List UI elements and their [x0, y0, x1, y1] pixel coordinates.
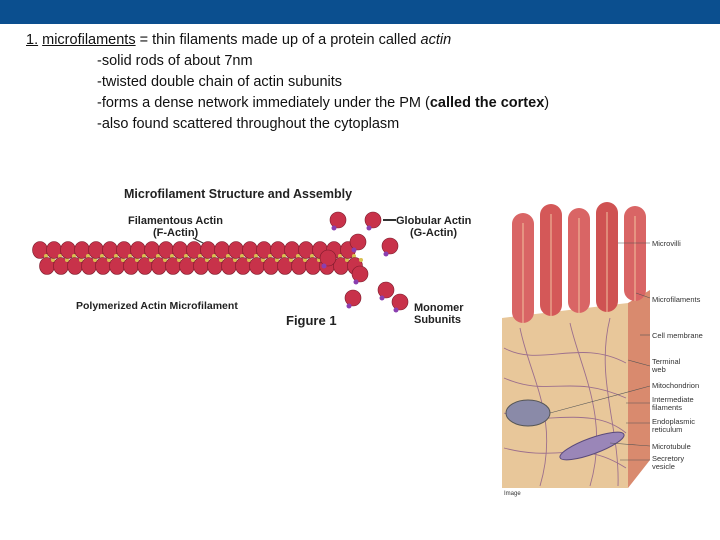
- figure1-caption: Figure 1: [286, 313, 337, 328]
- label-factin-1: Filamentous Actin: [128, 215, 223, 227]
- cell-cytoskeleton-figure: [500, 198, 715, 498]
- g-actin-monomer: [365, 212, 381, 228]
- monomer-tip: [347, 304, 352, 309]
- bullet-3: [26, 93, 549, 114]
- heading-actin: actin: [420, 32, 452, 48]
- g-actin-monomer: [345, 290, 361, 306]
- bullet-4: -also found scattered throughout the cytoplasm: [97, 116, 400, 132]
- monomer-tip: [322, 264, 327, 269]
- bullet-2: -twisted double chain of actin subunits: [97, 74, 343, 90]
- heading-term: microfilaments: [42, 32, 136, 48]
- label-factin-2: (F-Actin): [153, 227, 199, 239]
- monomer-tip: [380, 296, 385, 301]
- label-intermediate-1: Intermediate: [652, 395, 694, 404]
- bullet-3-bold: called the cortex: [429, 95, 545, 111]
- g-actin-monomer: [350, 234, 366, 250]
- g-actin-monomer: [392, 294, 408, 310]
- g-actin-monomer: [378, 282, 394, 298]
- heading-number: 1.: [26, 32, 39, 48]
- monomer-tip: [367, 226, 372, 231]
- actin-monomers: [320, 212, 408, 313]
- slide-text: [26, 30, 549, 135]
- label-microfilaments: Microfilaments: [652, 295, 701, 304]
- monomer-tip: [352, 248, 357, 253]
- label-secretory-2: vesicle: [652, 462, 675, 471]
- g-actin-monomer: [330, 212, 346, 228]
- label-gactin-1: Globular Actin: [396, 215, 472, 227]
- g-actin-monomer: [352, 266, 368, 282]
- label-er-1: Endoplasmic: [652, 417, 695, 426]
- label-microtubule: Microtubule: [652, 442, 691, 451]
- g-actin-monomer: [320, 250, 336, 266]
- label-terminal-web-1: Terminal: [652, 357, 681, 366]
- label-polymer: Polymerized Actin Microfilament: [76, 300, 238, 312]
- monomer-tip: [384, 252, 389, 257]
- bullet-1: -solid rods of about 7nm: [97, 53, 253, 69]
- label-secretory-1: Secretory: [652, 454, 685, 463]
- cell-svg: [500, 198, 715, 498]
- label-monomer-2: Subunits: [414, 314, 462, 326]
- mitochondrion: [506, 400, 550, 426]
- label-terminal-web-2: web: [652, 365, 666, 374]
- bullet-3-suffix: ): [544, 95, 550, 111]
- bullet-3-prefix: -forms a dense network immediately under the PM (: [97, 95, 430, 111]
- g-actin-monomer: [382, 238, 398, 254]
- actin-filament: [33, 242, 364, 275]
- label-gactin-2: (G-Actin): [410, 227, 458, 239]
- heading-line: [26, 30, 549, 51]
- monomer-tip: [332, 226, 337, 231]
- label-intermediate-2: filaments: [652, 403, 683, 412]
- label-monomer-1: Monomer: [414, 302, 464, 314]
- subunit-joint: [359, 258, 363, 262]
- microfilament-svg: [28, 180, 480, 335]
- image-credit: Image: [504, 491, 521, 497]
- monomer-tip: [354, 280, 359, 285]
- monomer-tip: [394, 308, 399, 313]
- label-mitochondrion: Mitochondrion: [652, 381, 700, 390]
- figure1-title: Microfilament Structure and Assembly: [124, 187, 353, 201]
- label-cell-membrane: Cell membrane: [652, 331, 703, 340]
- label-er-2: reticulum: [652, 425, 683, 434]
- heading-definition: = thin filaments made up of a protein called: [135, 32, 421, 48]
- label-microvilli: Microvilli: [652, 239, 681, 248]
- microfilament-figure: [28, 180, 480, 335]
- title-bar: [0, 0, 720, 24]
